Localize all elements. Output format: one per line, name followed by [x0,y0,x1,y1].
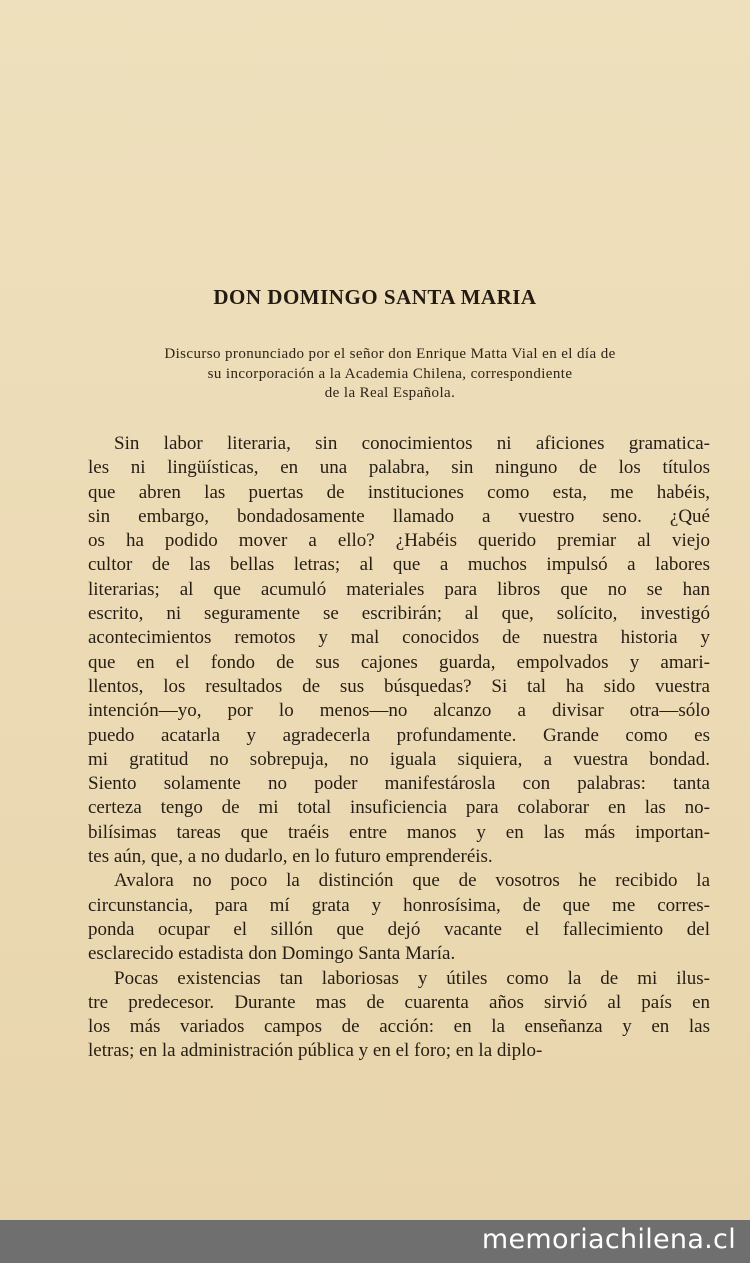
text-line: sin embargo, bondadosamente llamado a vuestro seno. ¿Qué [88,505,710,527]
subtitle-line: de la Real Española. [324,385,456,401]
text-line: esclarecido estadista don Domingo Santa María. [88,943,456,965]
text-line: escrito, ni seguramente se escribirán; al que, solícito, investigó [88,603,710,625]
text-line: llentos, los resultados de sus búsquedas? Si tal ha sido vuestra [88,675,710,697]
text-line: mi gratitud no sobrepuja, no iguala siquiera, a vuestra bondad. [88,748,710,770]
subtitle-line: Discurso pronunciado por el señor don Enrique Matta Vial en el día de [164,346,616,362]
text-line: circunstancia, para mí grata y honrosísima, de que me corres- [88,894,710,916]
footer-bar [0,1220,750,1263]
paragraph [88,967,710,1064]
subtitle [70,345,710,404]
text-line: tre predecesor. Durante mas de cuarenta años sirvió al país en [88,991,710,1013]
text-line: puedo acatarla y agradecerla profundamente. Grande como es [88,724,710,746]
text-line: tes aún, que, a no dudarlo, en lo futuro emprenderéis. [88,846,493,868]
text-line: les ni lingüísticas, en una palabra, sin ninguno de los títulos [88,457,710,479]
text-line: certeza tengo de mi total insuficiencia para colaborar en las no- [88,797,710,819]
text-line: Pocas existencias tan laboriosas y útiles como la de mi ilus- [114,967,710,989]
text-line: intención—yo, por lo menos—no alcanzo a divisar otra—sólo [88,700,710,722]
text-line: literarias; al que acumuló materiales para libros que no se han [88,578,710,600]
text-line: ponda ocupar el sillón que dejó vacante el fallecimiento del [88,918,710,940]
text-line: que en el fondo de sus cajones guarda, empolvados y amari- [88,651,710,673]
text-line: acontecimientos remotos y mal conocidos de nuestra historia y [88,627,710,649]
text-line: los más variados campos de acción: en la enseñanza y en las [88,1016,710,1038]
paragraph [88,869,710,966]
subtitle-line: su incorporación a la Academia Chilena, correspondiente [207,365,573,382]
text-line: bilísimas tareas que traéis entre manos y en las más importan- [88,821,710,843]
page-title: DON DOMINGO SANTA MARIA [213,285,537,309]
text-line: que abren las puertas de instituciones como esta, me habéis, [88,481,710,503]
text-line: Avalora no poco la distinción que de vosotros he recibido la [114,870,710,892]
text-line: os ha podido mover a ello? ¿Habéis querido premiar al viejo [88,530,710,552]
paragraph [88,432,710,869]
text-line: letras; en la administración pública y en el foro; en la diplo- [88,1040,543,1062]
text-line: cultor de las bellas letras; al que a muchos impulsó a labores [88,554,710,576]
text-line: Sin labor literaria, sin conocimientos ni aficiones gramatica- [114,433,710,454]
body-text [88,432,710,1064]
watermark-logo[interactable]: memoriachilena.cl [481,1224,736,1255]
text-line: Siento solamente no poder manifestárosla con palabras: tanta [88,773,710,795]
